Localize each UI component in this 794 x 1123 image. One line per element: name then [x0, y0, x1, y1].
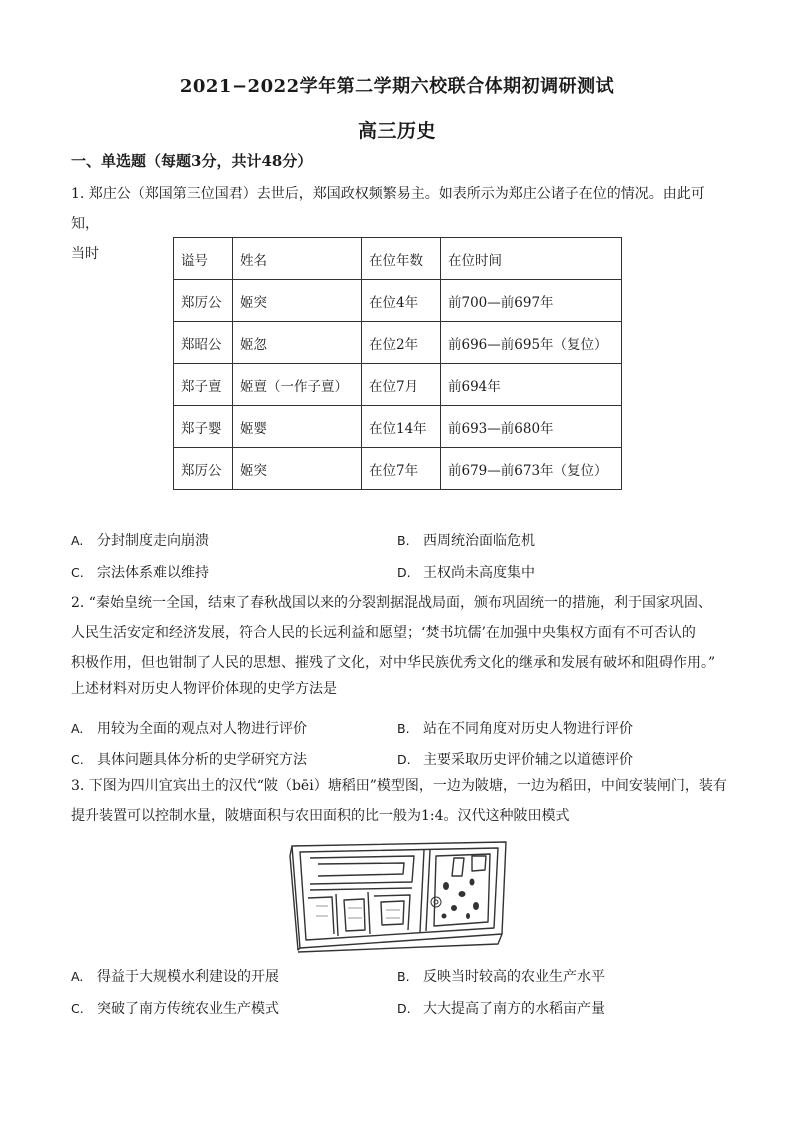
question-3-stem-line: 3. 下图为四川宜宾出土的汉代“陂（bēi）塘稻田”模型图，一边为陂塘，一边为稻田，中间安装闸门，装有 — [71, 778, 727, 794]
question-3-stem — [71, 771, 731, 831]
question-1-stem-line: 1. 郑庄公（郑国第三位国君）去世后，郑国政权频繁易主。如表所示为郑庄公诸子在位的情况。由此可知， — [71, 186, 705, 232]
option-text: 用较为全面的观点对人物进行评价 — [97, 721, 307, 737]
table-row — [174, 406, 622, 448]
table-header-cell: 在位时间 — [441, 238, 622, 280]
table-cell: 前700—前697年 — [441, 280, 622, 322]
q3-option-d[interactable] — [397, 998, 605, 1018]
option-text: 西周统治面临危机 — [423, 533, 535, 549]
question-2-stem-line: 人民生活安定和经济发展，符合人民的长远利益和愿望；‘焚书坑儒’在加强中央集权方面有不可否认的 — [71, 625, 696, 641]
table-cell: 前694年 — [441, 364, 622, 406]
table-cell: 前693—前680年 — [441, 406, 622, 448]
table-header-cell: 谥号 — [174, 238, 233, 280]
q2-option-b[interactable] — [397, 718, 633, 738]
option-letter: A. — [71, 533, 84, 548]
table-cell: 姬突 — [233, 280, 362, 322]
option-letter: D. — [397, 752, 411, 767]
question-1-stem-line: 当时 — [71, 246, 99, 262]
option-letter: C. — [71, 752, 84, 767]
table-header-cell: 姓名 — [233, 238, 362, 280]
q2-option-a[interactable] — [71, 718, 307, 738]
option-text: 王权尚未高度集中 — [423, 565, 535, 581]
q3-option-a[interactable] — [71, 966, 279, 986]
table-row — [174, 364, 622, 406]
q1-option-c[interactable] — [71, 562, 209, 582]
table-cell: 姬亶（一作子亶） — [233, 364, 362, 406]
exam-title: 2021−2022学年第二学期六校联合体期初调研测试 — [179, 76, 615, 97]
q1-option-d[interactable] — [397, 562, 535, 582]
table-cell: 姬婴 — [233, 406, 362, 448]
option-letter: A. — [71, 969, 84, 984]
q3-option-b[interactable] — [397, 966, 605, 986]
option-text: 宗法体系难以维持 — [97, 565, 209, 581]
option-text: 站在不同角度对历史人物进行评价 — [423, 721, 633, 737]
question-2-stem-line: 2. “秦始皇统一全国，结束了春秋战国以来的分裂割据混战局面，颁布巩固统一的措施，利于国家巩固、 — [71, 595, 712, 611]
option-text: 反映当时较高的农业生产水平 — [423, 969, 605, 985]
reign-table — [173, 237, 622, 490]
option-text: 分封制度走向崩溃 — [97, 533, 209, 549]
table-cell: 在位7年 — [362, 448, 441, 490]
option-letter: B. — [397, 533, 410, 548]
option-letter: D. — [397, 1001, 411, 1016]
option-text: 主要采取历史评价辅之以道德评价 — [423, 752, 633, 768]
option-text: 突破了南方传统农业生产模式 — [97, 1001, 279, 1017]
table-cell: 郑子婴 — [174, 406, 233, 448]
table-cell: 前679—前673年（复位） — [441, 448, 622, 490]
table-header-row — [174, 238, 622, 280]
table-row — [174, 322, 622, 364]
table-cell: 在位2年 — [362, 322, 441, 364]
q2-option-d[interactable] — [397, 749, 633, 769]
table-cell: 郑厉公 — [174, 448, 233, 490]
section-heading: 一、单选题（每题3分，共计48分） — [71, 152, 313, 170]
option-letter: C. — [71, 1001, 84, 1016]
option-letter: A. — [71, 721, 84, 736]
option-text: 具体问题具体分析的史学研究方法 — [97, 752, 307, 768]
table-row — [174, 448, 622, 490]
question-3-stem-line: 提升装置可以控制水量，陂塘面积与农田面积的比一般为1:4。汉代这种陂田模式 — [71, 808, 570, 824]
table-cell: 姬忽 — [233, 322, 362, 364]
pond-paddy-model-illustration — [286, 836, 511, 954]
option-letter: C. — [71, 565, 84, 580]
table-cell: 在位4年 — [362, 280, 441, 322]
option-text: 大大提高了南方的水稻亩产量 — [423, 1001, 605, 1017]
option-letter: D. — [397, 565, 411, 580]
question-2-stem-line: 积极作用，但也钳制了人民的思想、摧残了文化，对中华民族优秀文化的继承和发展有破坏和阻碍作用。” — [71, 655, 716, 671]
q1-option-a[interactable] — [71, 530, 209, 550]
table-row — [174, 280, 622, 322]
question-2-stem-line: 上述材料对历史人物评价体现的史学方法是 — [71, 681, 337, 697]
table-cell: 郑子亶 — [174, 364, 233, 406]
q3-option-c[interactable] — [71, 998, 279, 1018]
q2-option-c[interactable] — [71, 749, 307, 769]
option-letter: B. — [397, 721, 410, 736]
table-cell: 前696—前695年（复位） — [441, 322, 622, 364]
table-cell: 姬突 — [233, 448, 362, 490]
table-cell: 在位14年 — [362, 406, 441, 448]
question-2-stem — [71, 588, 731, 700]
table-cell: 郑昭公 — [174, 322, 233, 364]
option-text: 得益于大规模水利建设的开展 — [97, 969, 279, 985]
table-cell: 郑厉公 — [174, 280, 233, 322]
table-cell: 在位7月 — [362, 364, 441, 406]
q1-option-b[interactable] — [397, 530, 535, 550]
table-header-cell: 在位年数 — [362, 238, 441, 280]
exam-subtitle: 高三历史 — [357, 120, 436, 142]
option-letter: B. — [397, 969, 410, 984]
